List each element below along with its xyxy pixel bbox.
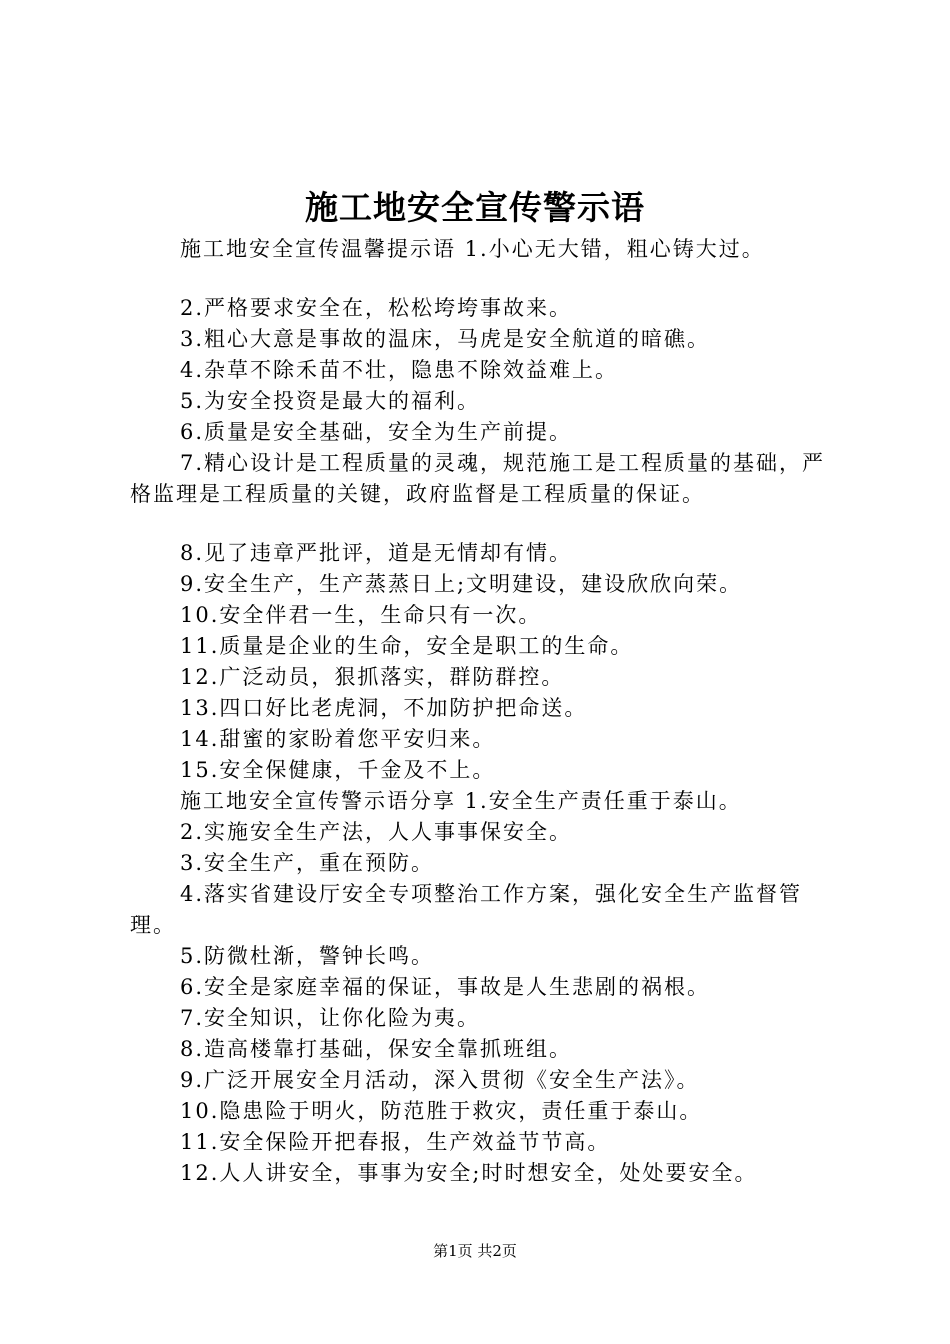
paragraph: 11.安全保险开把春报，生产效益节节高。 — [180, 1130, 611, 1154]
paragraph: 施工地安全宣传温馨提示语 1.小心无大错，粗心铸大过。 — [180, 237, 765, 261]
paragraph: 3.粗心大意是事故的温床，马虎是安全航道的暗礁。 — [180, 327, 711, 351]
page-footer: 第1页 共2页 — [433, 1242, 517, 1260]
paragraph: 13.四口好比老虎洞，不加防护把命送。 — [180, 696, 588, 720]
paragraph: 12.人人讲安全，事事为安全;时时想安全，处处要安全。 — [180, 1161, 758, 1185]
paragraph: 11.质量是企业的生命，安全是职工的生命。 — [180, 634, 634, 658]
paragraph: 5.防微杜渐，警钟长鸣。 — [180, 944, 435, 968]
paragraph: 6.质量是安全基础，安全为生产前提。 — [180, 420, 573, 444]
paragraph: 7.安全知识，让你化险为夷。 — [180, 1006, 481, 1030]
paragraph: 14.甜蜜的家盼着您平安归来。 — [180, 727, 496, 751]
paragraph: 8.造高楼靠打基础，保安全靠抓班组。 — [180, 1037, 573, 1061]
paragraph: 12.广泛动员，狠抓落实，群防群控。 — [180, 665, 565, 689]
paragraph: 4.落实省建设厅安全专项整治工作方案，强化安全生产监督管理。 — [130, 882, 803, 937]
paragraph: 6.安全是家庭幸福的保证，事故是人生悲剧的祸根。 — [180, 975, 711, 999]
page-title: 施工地安全宣传警示语 — [305, 188, 645, 227]
paragraph: 5.为安全投资是最大的福利。 — [180, 389, 481, 413]
paragraph: 7.精心设计是工程质量的灵魂，规范施工是工程质量的基础，严格监理是工程质量的关键，政府监督是工程质量的保证。 — [130, 451, 826, 506]
paragraph: 2.实施安全生产法，人人事事保安全。 — [180, 820, 573, 844]
paragraph: 2.严格要求安全在，松松垮垮事故来。 — [180, 296, 573, 320]
paragraph: 施工地安全宣传警示语分享 1.安全生产责任重于泰山。 — [180, 789, 742, 813]
paragraph: 15.安全保健康，千金及不上。 — [180, 758, 496, 782]
paragraph: 8.见了违章严批评，道是无情却有情。 — [180, 541, 573, 565]
paragraph: 10.安全伴君一生，生命只有一次。 — [180, 603, 542, 627]
paragraph: 9.安全生产，生产蒸蒸日上;文明建设，建设欣欣向荣。 — [180, 572, 743, 596]
document-body — [130, 234, 840, 1189]
paragraph: 10.隐患险于明火，防范胜于救灾，责任重于泰山。 — [180, 1099, 703, 1123]
paragraph: 9.广泛开展安全月活动，深入贯彻《安全生产法》。 — [180, 1068, 700, 1092]
paragraph: 3.安全生产，重在预防。 — [180, 851, 435, 875]
paragraph: 4.杂草不除禾苗不壮，隐患不除效益难上。 — [180, 358, 619, 382]
